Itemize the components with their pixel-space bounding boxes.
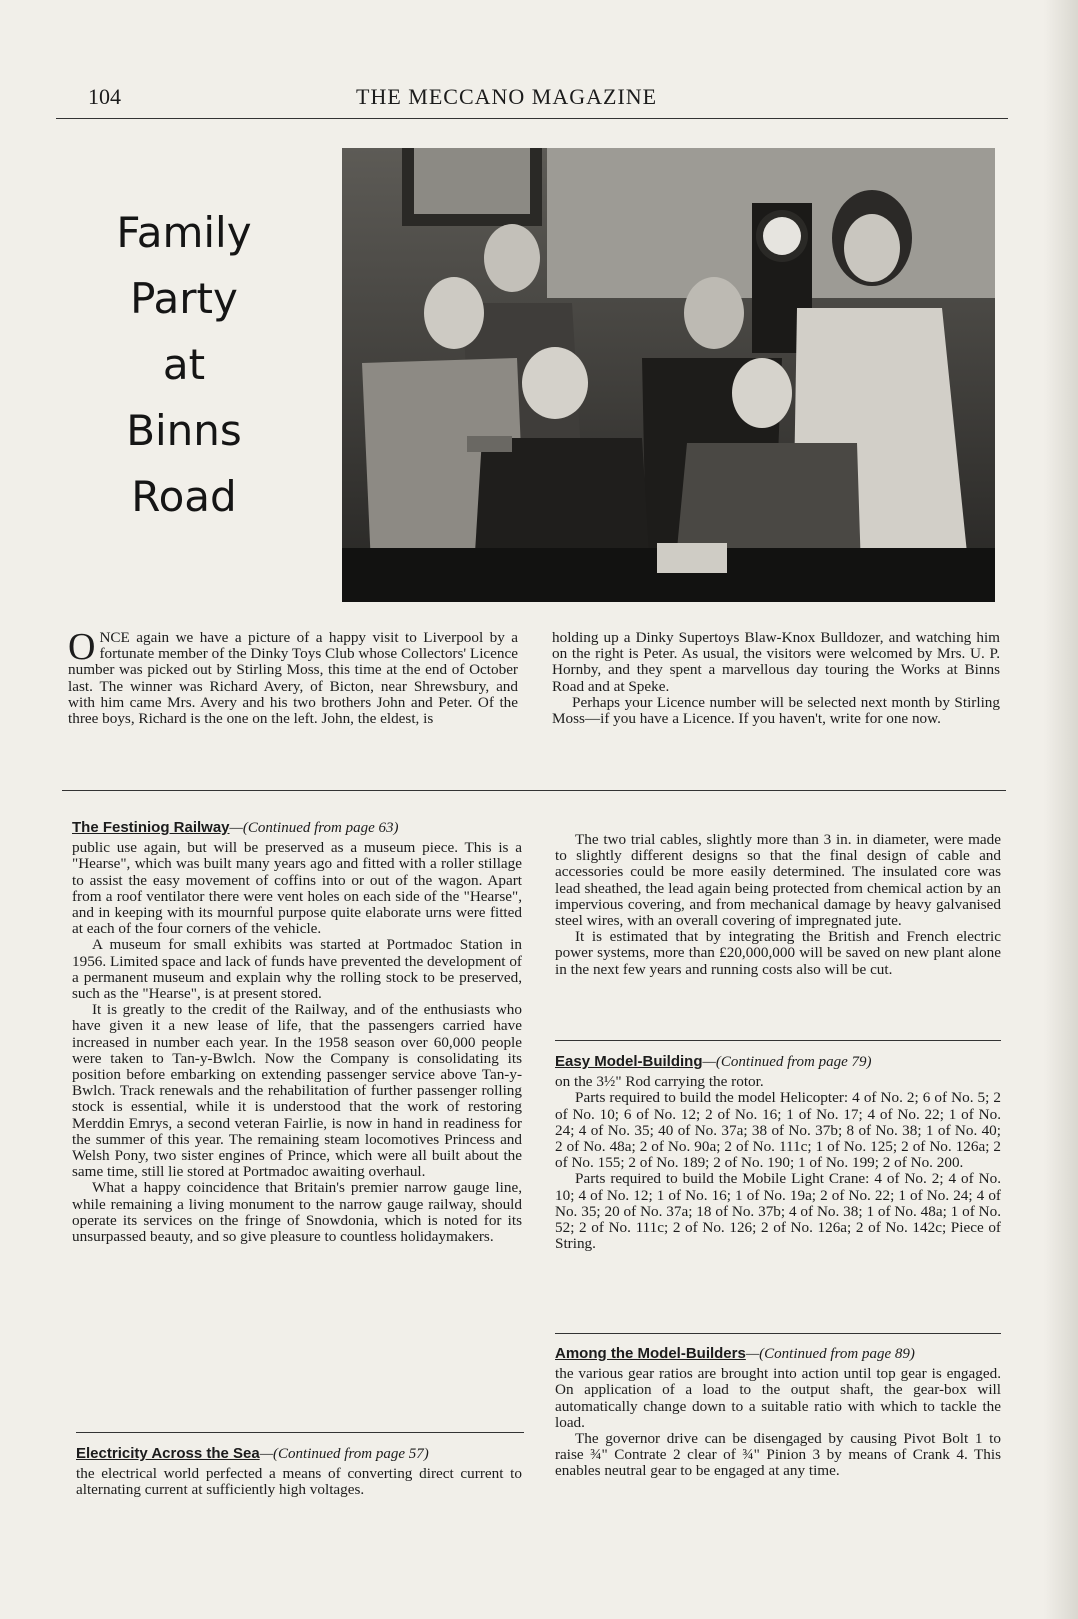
festiniog-paragraph: It is greatly to the credit of the Railway, and of the enthusiasts who have given it a new lease of life, that the passengers carried have increased in number each year. In the 1958 season over 60,000 people were taken to Tan-y-Bwlch. Now the Company is consolidating its position before embarking on extending passenger service above Tan-y-Bwlch. Track renewals and the rehabilitation of further passenger rolling stock is essential, while it is understood that the work of restoring Merddin Emrys, a second veteran Fairlie, is now in hand in readiness for the summer of this year. The remaining steam locomotives Princess and Welsh Pony, two sister engines of Prince, which were all built about the same time, still lie stored at Portmadoc awaiting overhaul. <box>72 1001 522 1181</box>
section-divider <box>62 790 1006 791</box>
festiniog-paragraph: What a happy coincidence that Britain's premier narrow gauge line, while remaining a living monument to the narrow gauge railway, should operate its services on the fringe of Snowdonia, which is noted for its unsurpassed beauty, and so give pleasure to countless holidaymakers. <box>72 1179 522 1246</box>
electricity-continued: —(Continued from page 57) <box>259 1446 429 1462</box>
title-line: Road <box>131 472 237 521</box>
among-continued: —(Continued from page 89) <box>745 1346 915 1362</box>
easy-model-title: Easy Model-Building <box>555 1053 703 1070</box>
festiniog-continued: —(Continued from page 63) <box>229 820 399 836</box>
electricity-start <box>76 1446 522 1499</box>
easy-model-continued: —(Continued from page 79) <box>702 1054 872 1070</box>
among-section <box>555 1346 1001 1480</box>
among-paragraph: The governor drive can be disengaged by causing Pivot Bolt 1 to raise ¾" Contrate 2 clear of ¾" Pinion 3 by means of Crank 4. This enables neutral gear to be engaged at any time. <box>555 1430 1001 1480</box>
intro-paragraph: Perhaps your Licence number will be selected next month by Stirling Moss—if you have a Licence. If you haven't, write for one now. <box>552 693 1000 728</box>
magazine-title: THE MECCANO MAGAZINE <box>356 84 658 109</box>
easy-model-paragraph: on the 3½" Rod carrying the rotor. <box>555 1073 764 1091</box>
section-divider <box>555 1040 1001 1041</box>
electricity-title: Electricity Across the Sea <box>76 1445 260 1462</box>
title-line: Party <box>130 274 238 323</box>
among-paragraph: the various gear ratios are brought into action until top gear is engaged. On application of a load to the output shaft, the gear-box will automatically change down to a suitable ratio with which to tackle the load. <box>555 1365 1001 1431</box>
easy-model-section <box>555 1054 1001 1252</box>
right-column-electricity <box>555 832 1001 978</box>
among-heading <box>555 1346 1001 1362</box>
electricity-paragraph: The two trial cables, slightly more than 3 in. in diameter, were made to slightly different designs so that the final design of cable and accessories could be more easily determined. The insulated core was lead sheathed, the lead again being protected from chemical action by an impervious covering, and from mechanical damage by heavy galvanised steel wires, with an overall covering of impregnated jute. <box>555 831 1001 930</box>
page-header <box>56 82 1008 119</box>
festiniog-heading <box>72 820 522 836</box>
section-divider <box>76 1432 524 1433</box>
page-number: 104 <box>88 84 121 109</box>
title-line: at <box>162 340 206 389</box>
easy-model-heading <box>555 1054 1001 1070</box>
easy-model-paragraph: Parts required to build the model Helicopter: 4 of No. 2; 6 of No. 5; 2 of No. 10; 6 of No. 12; 2 of No. 16; 1 of No. 17; 4 of No. 22; 1 of No. 24; 4 of No. 35; 40 of No. 37a; 38 of No. 37b; 8 of No. 38; 1 of No. 40; 2 of No. 48a; 2 of No. 90a; 2 of No. 111c; 1 of No. 125; 2 of No. 126a; 2 of No. 155; 2 of No. 189; 2 of No. 190; 1 of No. 199; 2 of No. 200. <box>555 1089 1001 1172</box>
drop-cap: O <box>68 626 96 668</box>
electricity-paragraph: the electrical world perfected a means of converting direct current to alternating current at sufficiently high voltages. <box>76 1465 522 1499</box>
easy-model-paragraph: Parts required to build the Mobile Light Crane: 4 of No. 2; 4 of No. 10; 4 of No. 12; 1 of No. 16; 1 of No. 19a; 2 of No. 22; 1 of No. 24; 4 of No. 35; 20 of No. 37a; 18 of No. 37b; 4 of No. 38; 1 of No. 48a; 1 of No. 52; 2 of No. 111c; 2 of No. 126; 2 of No. 126a; 2 of No. 142c; Piece of String. <box>555 1170 1001 1253</box>
title-line: Binns <box>126 406 242 455</box>
feature-title <box>95 200 273 530</box>
intro-paragraph: holding up a Dinky Supertoys Blaw-Knox Bulldozer, and watching him on the right is Peter. As usual, the visitors were welcomed by Mrs. U. P. Hornby, and they spent a marvellous day touring the Works at Binns Road and at Speke. <box>552 629 1000 695</box>
section-divider <box>555 1333 1001 1334</box>
festiniog-paragraph: public use again, but will be preserved as a museum piece. This is a "Hearse", which was built many years ago and fitted with a roller stillage to assist the easy movement of coffins into or out of the wagon. Apart from a roof ventilator there were vent holes on each side of the "Hearse", and in keeping with its mournful purpose quite elaborate urns were fitted at each of the four corners of the vehicle. <box>72 839 522 938</box>
family-photo <box>342 148 995 602</box>
left-column <box>72 820 522 1245</box>
intro-column-right <box>552 630 1000 727</box>
title-line: Family <box>116 208 252 257</box>
intro-text: NCE again we have a picture of a happy visit to Liverpool by a fortunate member of the Dinky Toys Club whose Collectors' Licence number was picked out by Stirling Moss, this time at the end of October last. The winner was Richard Avery, of Bicton, near Shrewsbury, and with him came Mrs. Avery and his two brothers John and Peter. Of the three boys, Richard is the one on the left. John, the eldest, is <box>68 629 518 728</box>
electricity-paragraph: It is estimated that by integrating the British and French electric power systems, more than £20,000,000 will be saved on new plant alone in the next few years and running costs also will be cut. <box>555 928 1001 978</box>
festiniog-title: The Festiniog Railway <box>72 819 230 836</box>
among-title: Among the Model-Builders <box>555 1345 746 1362</box>
electricity-heading <box>76 1446 522 1462</box>
festiniog-paragraph: A museum for small exhibits was started at Portmadoc Station in 1956. Limited space and lack of funds have prevented the development of a permanent museum and explain why the rolling stock to be preserved, such as the "Hearse", is at present stored. <box>72 936 522 1003</box>
intro-column-left <box>68 626 518 728</box>
page-edge-shadow <box>1044 0 1078 1619</box>
